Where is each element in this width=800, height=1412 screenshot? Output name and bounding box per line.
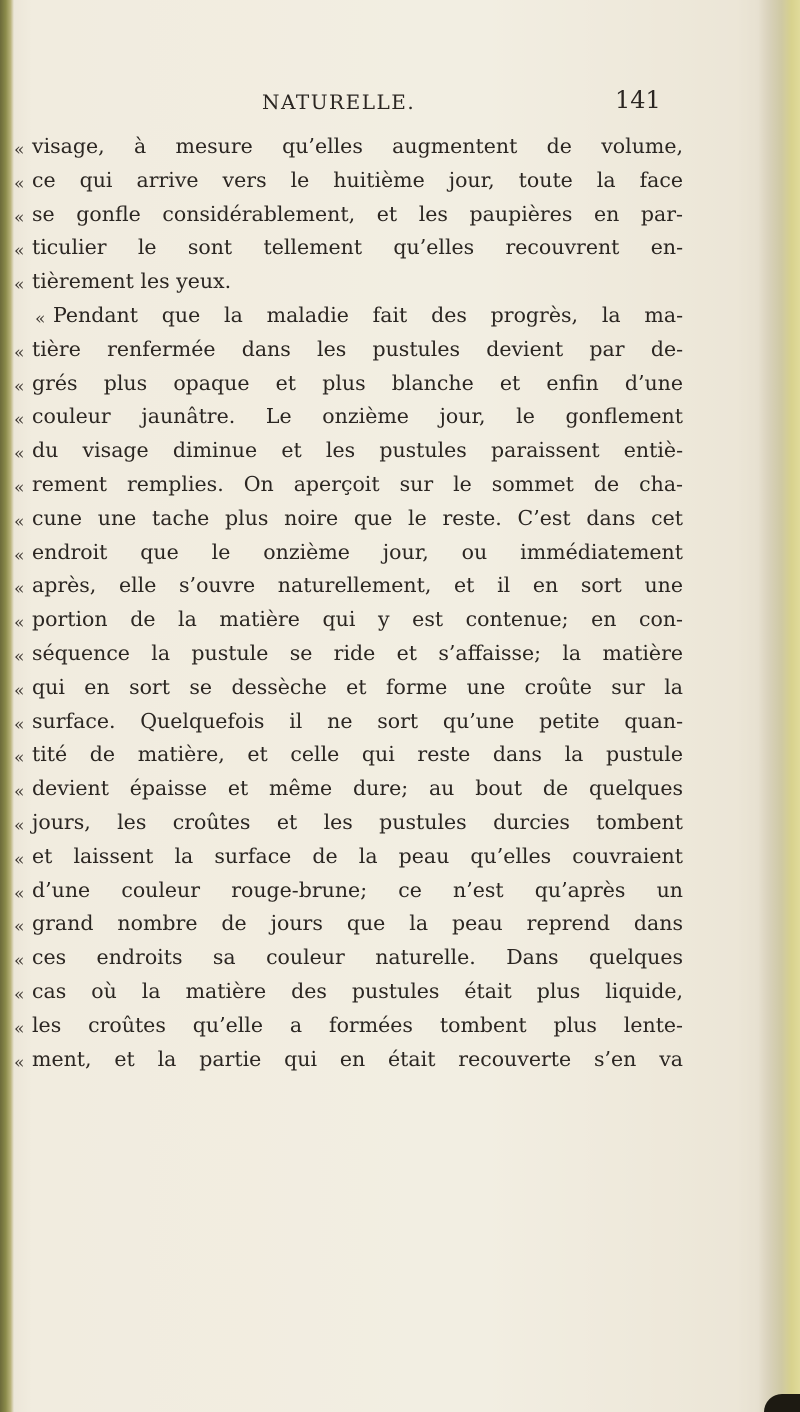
line-text: grés plus opaque et plus blanche et enfin d’une <box>32 370 683 395</box>
text-line <box>0 604 800 638</box>
text-line <box>0 976 800 1010</box>
guillemet-mark: « <box>14 545 25 566</box>
guillemet-mark: « <box>14 579 25 600</box>
guillemet-mark: « <box>14 1018 25 1039</box>
guillemet-mark: « <box>14 984 25 1005</box>
guillemet-mark: « <box>14 1052 25 1073</box>
line-text: après, elle s’ouvre naturellement, et il en sort une <box>32 573 683 598</box>
text-line <box>0 570 800 604</box>
line-text: se gonfle considérablement, et les paupières en par- <box>32 201 683 226</box>
guillemet-mark: « <box>14 613 25 634</box>
guillemet-mark: « <box>14 140 25 160</box>
line-text: visage, à mesure qu’elles augmentent de volume, <box>32 134 683 158</box>
line-text: devient épaisse et même dure; au bout de quelques <box>32 776 683 801</box>
text-line <box>0 942 800 976</box>
text-line <box>0 401 800 435</box>
text-line <box>0 706 800 740</box>
line-text: d’une couleur rouge-brune; ce n’est qu’après un <box>32 877 683 902</box>
line-text: ment, et la partie qui en était recouverte s’en va <box>32 1046 683 1071</box>
line-text: portion de la matière qui y est contenue; en con- <box>32 607 683 632</box>
guillemet-mark: « <box>14 342 25 363</box>
guillemet-mark: « <box>14 376 25 397</box>
text-line <box>0 469 800 503</box>
text-line <box>0 537 800 571</box>
text-line <box>0 875 800 909</box>
page-header <box>0 86 800 120</box>
line-text: du visage diminue et les pustules paraissent entiè- <box>32 438 683 463</box>
page-number: 141 <box>615 86 661 114</box>
guillemet-mark: « <box>14 714 25 735</box>
text-line <box>0 503 800 537</box>
text-line <box>0 1010 800 1044</box>
text-line <box>0 739 800 773</box>
text-line <box>0 165 800 199</box>
guillemet-mark: « <box>14 849 25 870</box>
guillemet-mark: « <box>14 646 25 667</box>
text-line <box>0 131 800 165</box>
line-text: ticulier le sont tellement qu’elles recouvrent en- <box>32 235 683 260</box>
line-text: séquence la pustule se ride et s’affaisse; la matière <box>32 640 683 665</box>
text-line <box>0 1044 800 1078</box>
guillemet-mark: « <box>14 511 25 532</box>
guillemet-mark: « <box>14 275 25 296</box>
text-line <box>0 672 800 706</box>
text-line <box>0 435 800 469</box>
guillemet-mark: « <box>14 207 25 228</box>
running-head: NATURELLE. <box>262 90 416 114</box>
line-text: jours, les croûtes et les pustules durcies tombent <box>32 809 683 834</box>
text-line <box>0 232 800 266</box>
guillemet-mark: « <box>14 173 25 194</box>
line-text: cas où la matière des pustules était plus liquide, <box>32 978 683 1003</box>
line-text: tière renfermée dans les pustules devient par de- <box>32 336 683 361</box>
guillemet-mark: « <box>14 477 25 498</box>
guillemet-mark: « <box>14 241 25 262</box>
line-text: ces endroits sa couleur naturelle. Dans quelques <box>32 945 683 970</box>
line-text: qui en sort se dessèche et forme une croûte sur la <box>32 674 683 699</box>
guillemet-mark: « <box>14 917 25 938</box>
line-text: les croûtes qu’elle a formées tombent plus lente- <box>32 1012 683 1037</box>
line-text: ce qui arrive vers le huitième jour, toute la face <box>32 167 683 192</box>
line-text: tité de matière, et celle qui reste dans la pustule <box>32 742 683 767</box>
guillemet-mark: « <box>14 748 25 769</box>
guillemet-mark: « <box>14 680 25 701</box>
guillemet-mark: « <box>14 883 25 904</box>
guillemet-mark: « <box>14 782 25 803</box>
text-line <box>0 199 800 233</box>
text-line <box>0 908 800 942</box>
text-line <box>0 807 800 841</box>
line-text: surface. Quelquefois il ne sort qu’une petite quan- <box>32 708 683 733</box>
text-line <box>0 841 800 875</box>
text-line <box>0 368 800 402</box>
text-line <box>0 773 800 807</box>
line-text: rement remplies. On aperçoit sur le sommet de cha- <box>32 471 683 496</box>
guillemet-mark: « <box>14 410 25 431</box>
line-text: Pendant que la maladie fait des progrès, la ma- <box>53 302 683 327</box>
guillemet-mark: « <box>14 444 25 465</box>
guillemet-mark: « <box>35 308 46 329</box>
line-text: et laissent la surface de la peau qu’elles couvraient <box>32 843 683 868</box>
body-text <box>0 131 800 1077</box>
line-text: cune une tache plus noire que le reste. C’est dans cet <box>32 505 683 530</box>
line-text: grand nombre de jours que la peau reprend dans <box>32 911 683 936</box>
text-line <box>0 334 800 368</box>
line-text: endroit que le onzième jour, ou immédiatement <box>32 539 683 564</box>
line-text: tièrement les yeux. <box>32 269 232 294</box>
guillemet-mark: « <box>14 815 25 836</box>
text-line <box>0 638 800 672</box>
text-line <box>0 266 800 300</box>
line-text: couleur jaunâtre. Le onzième jour, le gonflement <box>32 404 683 429</box>
text-line <box>0 300 800 334</box>
guillemet-mark: « <box>14 951 25 972</box>
